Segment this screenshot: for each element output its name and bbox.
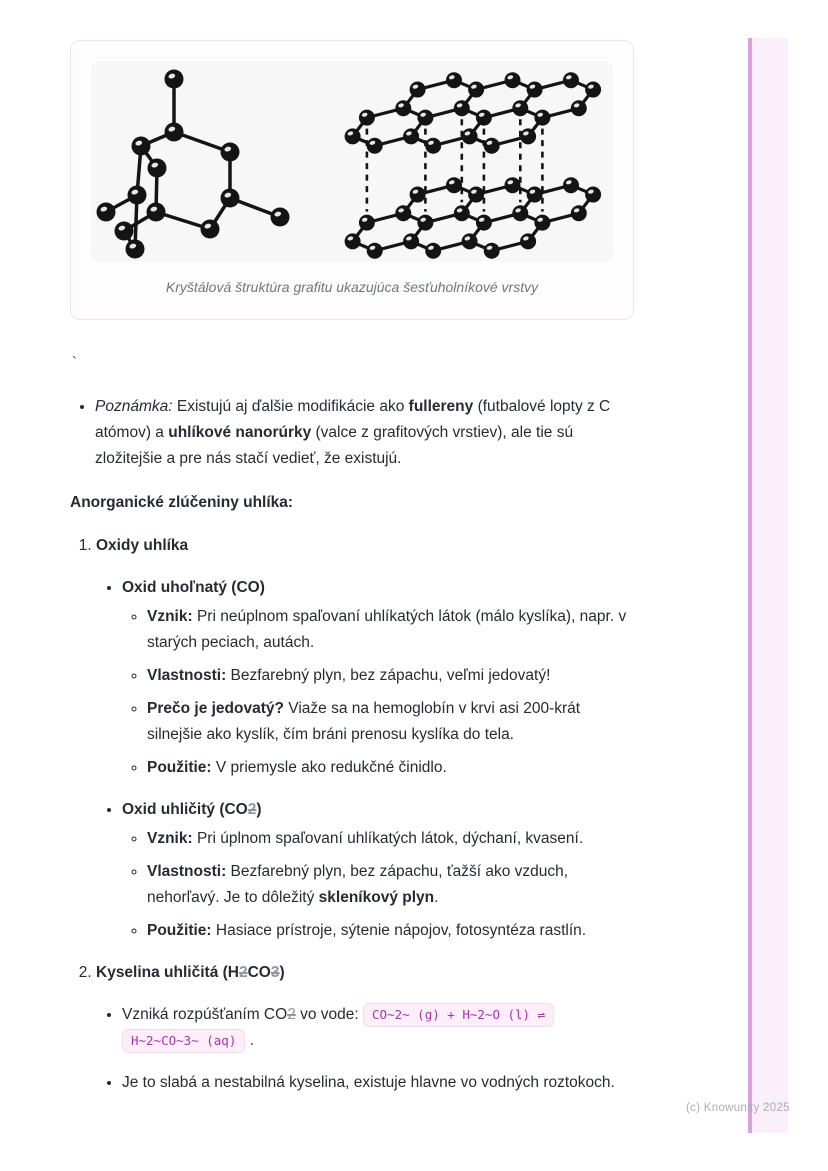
point-label: Použitie:	[147, 922, 212, 939]
point-label: Vlastnosti:	[147, 863, 227, 880]
acid-weak-item: • Je to slabá a nestabilná kyselina, existuje hlavne vo vodných roztokoch.	[122, 1070, 636, 1096]
co2-point-vlastnosti: ◦ Vlastnosti: Bezfarebný plyn, bez zápachu, ťažší ako vzduch, nehorľavý. Je to dôležitý skleníkový plyn.	[147, 859, 636, 911]
point-text: Pri úplnom spaľovaní uhlíkatých látok, dýchaní, kvasení.	[192, 830, 584, 847]
point-text: Viaže sa na hemoglobín v krvi asi 200-krát silnejšie ako kyslík, čím bráni prenosu kyslíka do tela.	[147, 700, 581, 743]
point-text: Hasiace prístroje, sýtenie nápojov, fotosyntéza rastlín.	[211, 922, 587, 939]
co-point-preco	[147, 696, 636, 748]
page-content	[70, 40, 636, 1112]
co2-point-vznik	[147, 826, 636, 852]
crystal-structures-illustration	[91, 61, 613, 261]
topic-oxides	[96, 533, 636, 944]
chem-equation-code-2: H~2~CO~3~ (aq)	[122, 1029, 245, 1053]
note-label: Poznámka:	[95, 398, 173, 415]
strikethrough-subscript: 3	[270, 964, 280, 981]
topics-list	[70, 533, 636, 1096]
figure-caption: Kryštálová štruktúra grafitu ukazujúca šesťuholníkové vrstvy	[165, 279, 539, 295]
point-label: Vlastnosti:	[147, 667, 227, 684]
topic-acid	[96, 960, 636, 1096]
co-point-pouzitie	[147, 755, 636, 781]
point-label: Vznik:	[147, 608, 193, 625]
stray-backtick: `	[72, 354, 77, 371]
strikethrough-subscript: 2	[287, 1006, 296, 1023]
point-text: Bezfarebný plyn, bez zápachu, ťažší ako vzduch, nehorľavý. Je to dôležitý	[147, 863, 569, 906]
acid-sublist	[96, 1002, 636, 1096]
chem-equation-code-1: CO~2~ (g) + H~2~O (l) ⇌	[363, 1003, 554, 1027]
point-label: Prečo je jedovatý?	[147, 700, 284, 717]
figure-card	[70, 40, 634, 320]
footer-copyright: (c) Knowunity 2025	[686, 1102, 790, 1114]
figure-image	[91, 61, 613, 261]
section-heading: Anorganické zlúčeniny uhlíka:	[70, 494, 294, 511]
point-text: Pri neúplnom spaľovaní uhlíkatých látok (málo kyslíka), napr. v starých peciach, autách.	[147, 608, 627, 651]
co2-item	[122, 797, 636, 944]
graphite-structure-illustration	[345, 72, 601, 259]
diamond-structure-illustration	[97, 70, 290, 259]
point-label: Vznik:	[147, 830, 193, 847]
right-accent-bar	[748, 38, 788, 1133]
co2-title: Oxid uhličitý (CO2)	[122, 801, 262, 818]
acid-formation-item: • Vzniká rozpúšťaním CO2 vo vode: CO~2~ (g) + H~2~O (l) ⇌ H~2~CO~3~ (aq) .	[122, 1002, 636, 1054]
point-text: V priemysle ako redukčné činidlo.	[211, 759, 447, 776]
co2-point-pouzitie	[147, 918, 636, 944]
note-item: • Poznámka: Existujú aj ďalšie modifikácie ako fullereny (futbalové lopty z C atómov) a uhlíkové nanorúrky (valce z grafitových vrstiev), ale tie sú zložitejšie a pre nás stačí vedieť, že existujú.	[95, 394, 636, 472]
co-item	[122, 575, 636, 781]
point-text: Bezfarebný plyn, bez zápachu, veľmi jedovatý!	[226, 667, 551, 684]
co-title: Oxid uhoľnatý (CO)	[122, 579, 265, 596]
co-points	[122, 604, 636, 781]
acid-title: Kyselina uhličitá (H2CO3)	[96, 964, 285, 981]
co-point-vlastnosti	[147, 663, 636, 689]
note-list	[70, 394, 636, 472]
oxides-sublist	[96, 575, 636, 944]
point-label: Použitie:	[147, 759, 212, 776]
co-point-vznik	[147, 604, 636, 656]
co2-points	[122, 826, 636, 944]
strikethrough-subscript: 2	[247, 801, 257, 818]
topic-oxides-title: Oxidy uhlíka	[96, 537, 189, 554]
strikethrough-subscript: 2	[238, 964, 248, 981]
